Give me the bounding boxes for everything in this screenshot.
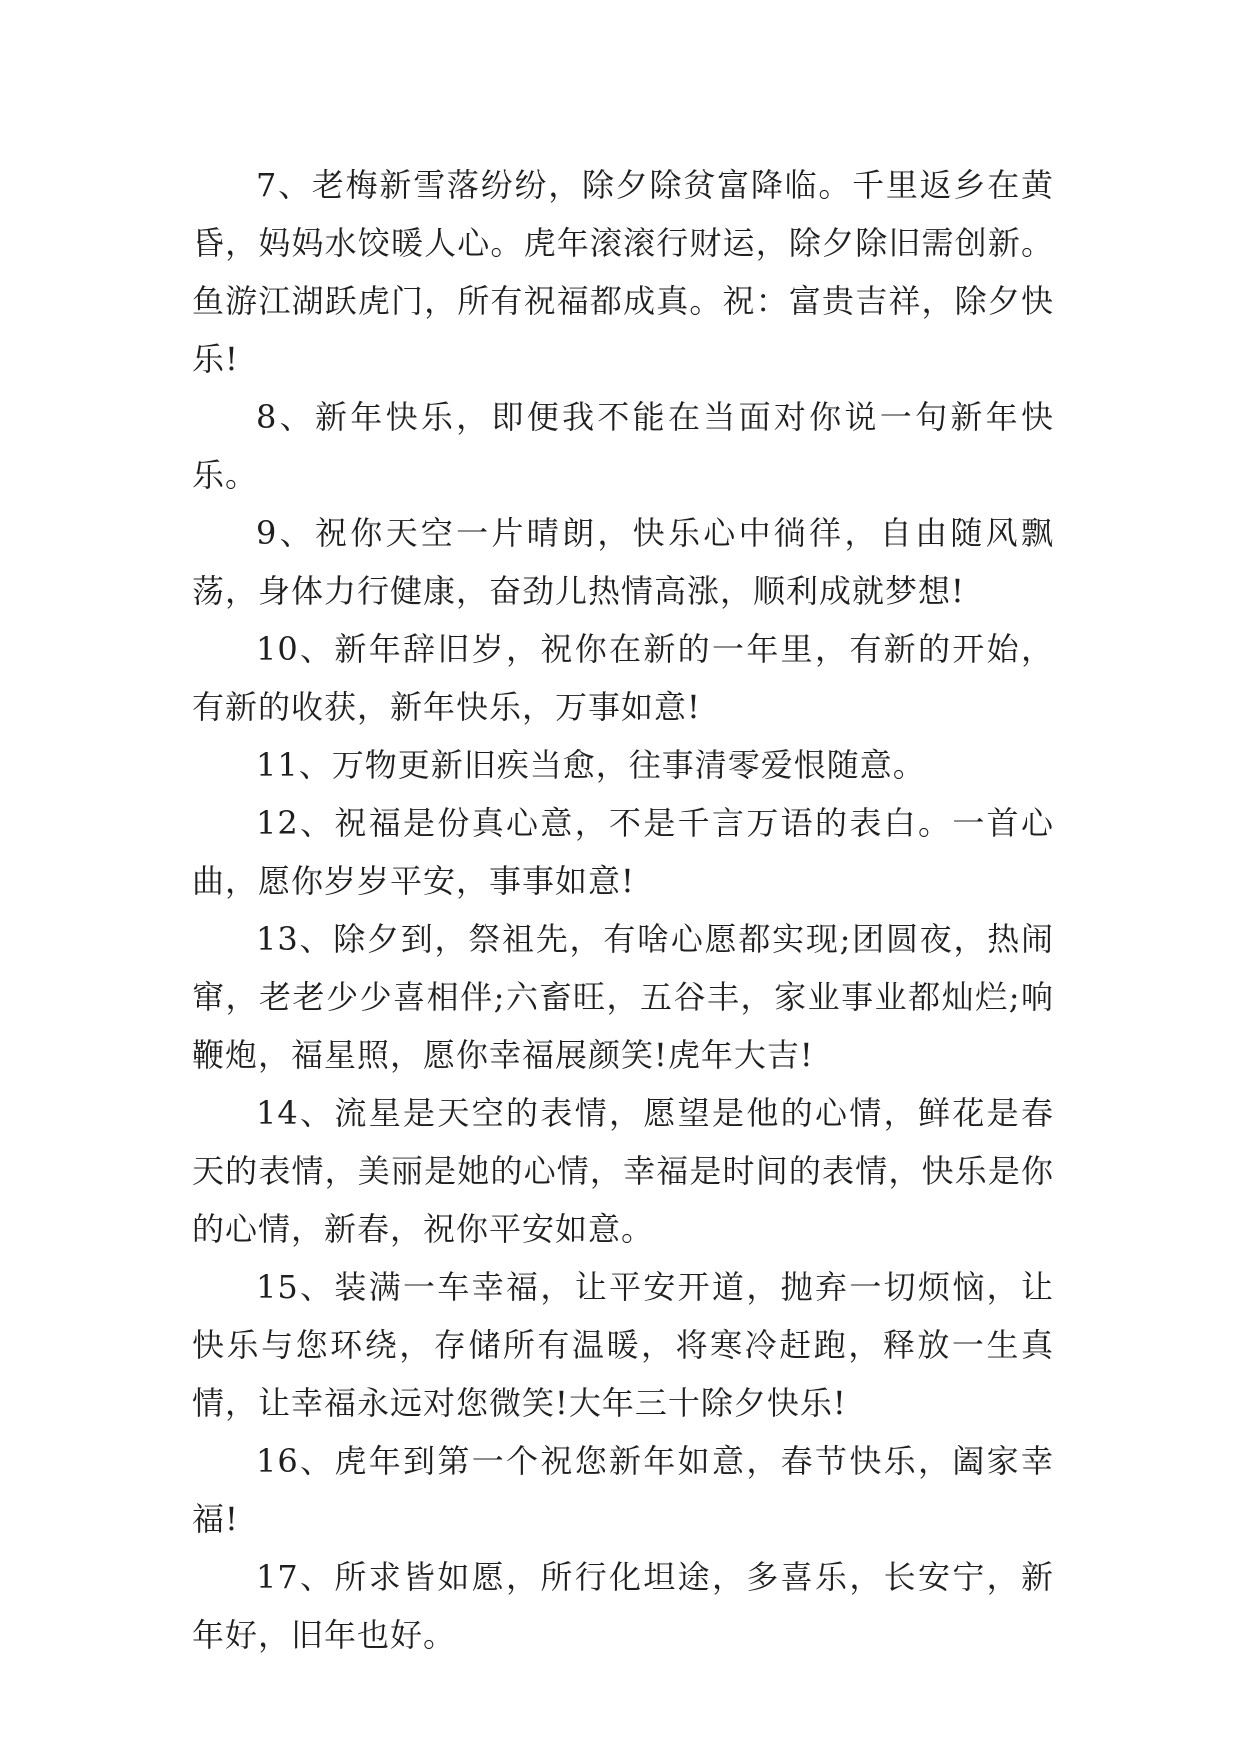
paragraph-17: 17、所求皆如愿，所行化坦途，多喜乐，长安宁，新年好，旧年也好。: [192, 1558, 1054, 1654]
paragraph-12: 12、祝福是份真心意，不是千言万语的表白。一首心曲，愿你岁岁平安，事事如意!: [192, 804, 1054, 900]
paragraph-8: 8、新年快乐，即便我不能在当面对你说一句新年快乐。: [192, 398, 1054, 494]
paragraph-11: 11、万物更新旧疾当愈，往事清零爱恨随意。: [256, 746, 926, 784]
paragraph-14: 14、流星是天空的表情，愿望是他的心情，鲜花是春天的表情，美丽是她的心情，幸福是时间的表情，快乐是你的心情，新春，祝你平安如意。: [192, 1094, 1054, 1248]
paragraph-9: 9、祝你天空一片晴朗，快乐心中徜徉，自由随风飘荡，身体力行健康，奋劲儿热情高涨，顺利成就梦想!: [192, 514, 1054, 610]
paragraph-15: 15、装满一车幸福，让平安开道，抛弃一切烦恼，让快乐与您环绕，存储所有温暖，将寒冷赶跑，释放一生真情，让幸福永远对您微笑!大年三十除夕快乐!: [192, 1268, 1054, 1422]
document-body: [192, 156, 1054, 1664]
paragraph-10: 10、新年辞旧岁，祝你在新的一年里，有新的开始，有新的收获，新年快乐，万事如意!: [192, 630, 1054, 726]
paragraph-16: 16、虎年到第一个祝您新年如意，春节快乐，阖家幸福!: [192, 1442, 1054, 1538]
paragraph-7: 7、老梅新雪落纷纷，除夕除贫富降临。千里返乡在黄昏，妈妈水饺暖人心。虎年滚滚行财运，除夕除旧需创新。鱼游江湖跃虎门，所有祝福都成真。祝：富贵吉祥，除夕快乐!: [192, 166, 1054, 378]
paragraph-13: 13、除夕到，祭祖先，有啥心愿都实现;团圆夜，热闹窜，老老少少喜相伴;六畜旺，五谷丰，家业事业都灿烂;响鞭炮，福星照，愿你幸福展颜笑!虎年大吉!: [192, 920, 1054, 1074]
